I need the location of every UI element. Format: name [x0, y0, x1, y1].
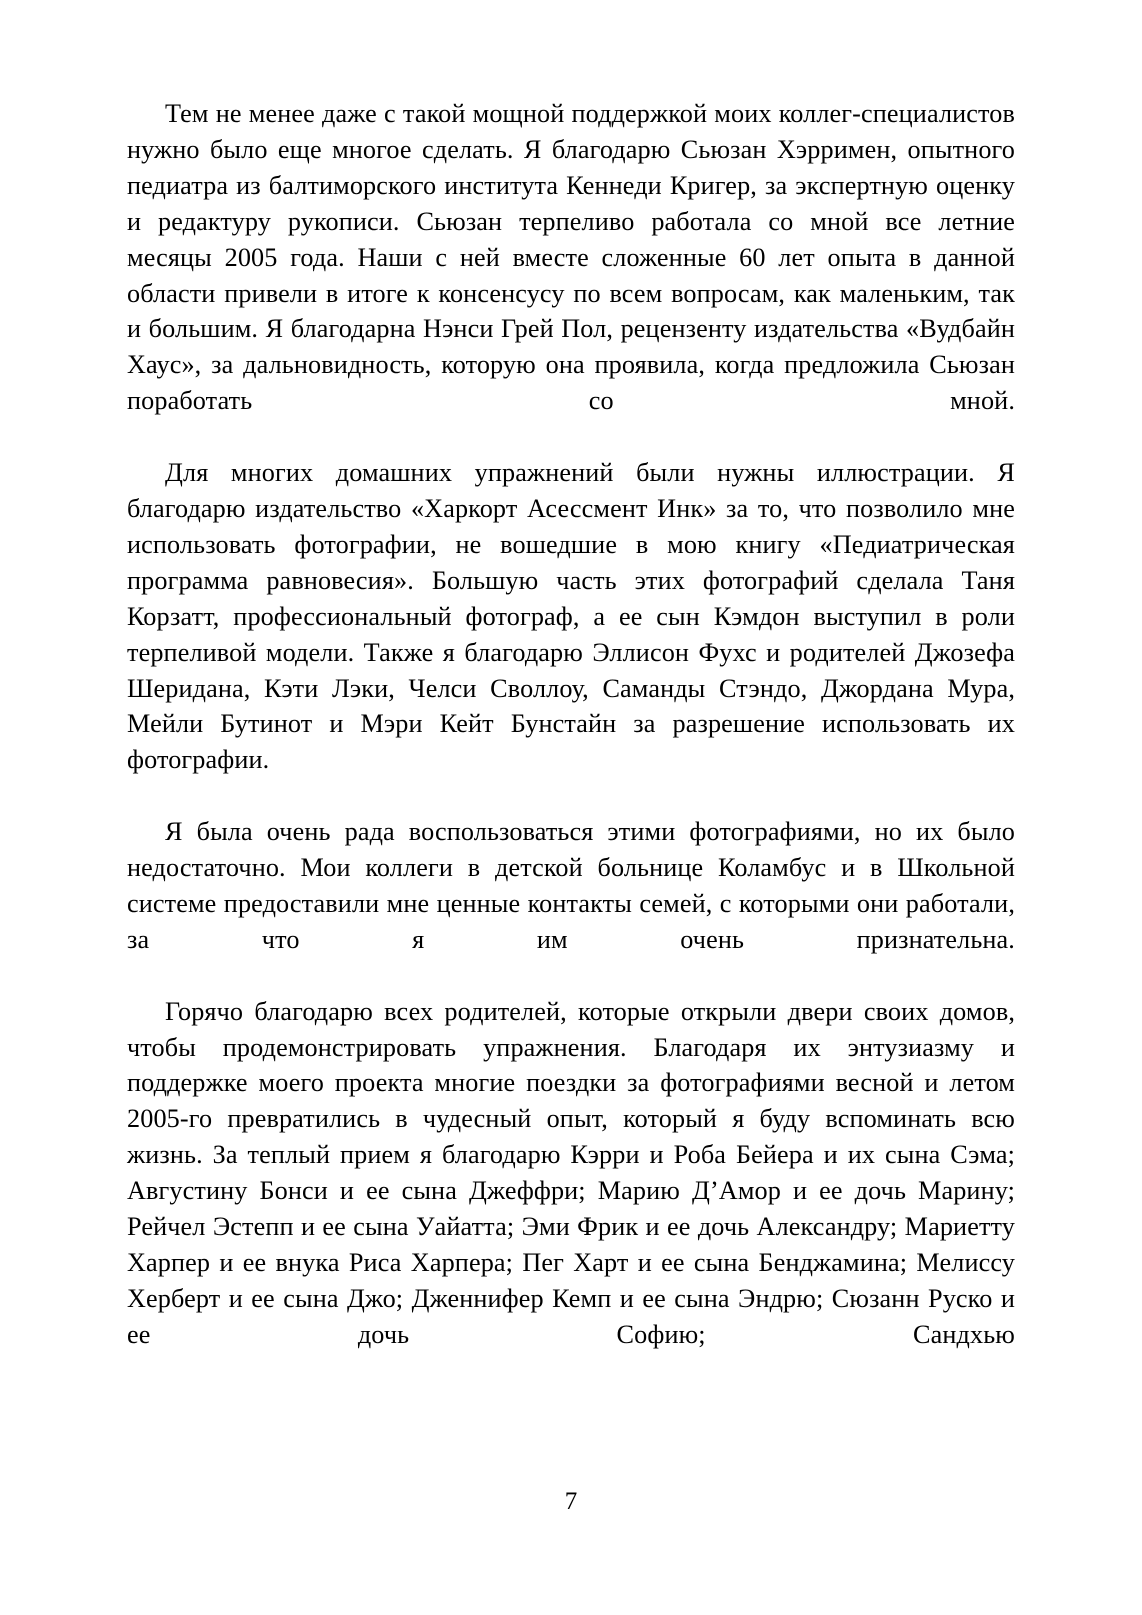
page-text-body [127, 96, 1015, 1389]
page-number: 7 [564, 1488, 578, 1515]
paragraph-3: Я была очень рада воспользоваться этими фотографиями, но их было недостаточно. Мои коллеги в детской больнице Коламбус и в Школьной системе предоставили мне ценные контакты семей, с которыми они работали, за что я им очень признательна. [127, 817, 1015, 954]
paragraph-4: Горячо благодарю всех родителей, которые открыли двери своих домов, чтобы продемонстрировать упражнения. Благодаря их энтузиазму и поддержке моего проекта многие поездки за фотографиями весной и летом 2005-го превратились в чудесный опыт, который я буду вспоминать всю жизнь. За теплый прием я благодарю Кэрри и Роба Бейера и их сына Сэма; Августину Бонси и ее сына Джеффри; Марию Д’Амор и ее дочь Марину; Рейчел Эстепп и ее сына Уайатта; Эми Фрик и ее дочь Александру; Мариетту Харпер и ее внука Риса Харпера; Пег Харт и ее сына Бенджамина; Мелиссу Херберт и ее сына Джо; Дженнифер Кемп и ее сына Эндрю; Сюзанн Руско и ее дочь Софию; Сандхью [127, 996, 1015, 1349]
paragraph-1: Тем не менее даже с такой мощной поддержкой моих коллег-специалистов нужно было еще многое сделать. Я благодарю Сьюзан Хэрримен, опытного педиатра из балтиморского института Кеннеди Кригер, за экспертную оценку и редактуру рукописи. Сьюзан терпеливо работала со мной все летние месяцы 2005 года. Наши с ней вместе сложенные 60 лет опыта в данной области привели в итоге к консенсусу по всем вопросам, как маленьким, так и большим. Я благодарна Нэнси Грей Пол, рецензенту издательства «Вудбайн Хаус», за дальновидность, которую она проявила, когда предложила Сьюзан поработать со мной. [127, 99, 1015, 416]
paragraph-2: Для многих домашних упражнений были нужны иллюстрации. Я благодарю издательство «Харкорт Асессмент Инк» за то, что позволило мне использовать фотографии, не вошедшие в мою книгу «Педиатрическая программа равновесия». Большую часть этих фотографий сделала Таня Корзатт, профессиональный фотограф, а ее сын Кэмдон выступил в роли терпеливой модели. Также я благодарю Эллисон Фухс и родителей Джозефа Шеридана, Кэти Лэки, Челси Своллоу, Саманды Стэндо, Джордана Мура, Мейли Бутинот и Мэри Кейт Бунстайн за разрешение использовать их фотографии. [127, 458, 1015, 775]
